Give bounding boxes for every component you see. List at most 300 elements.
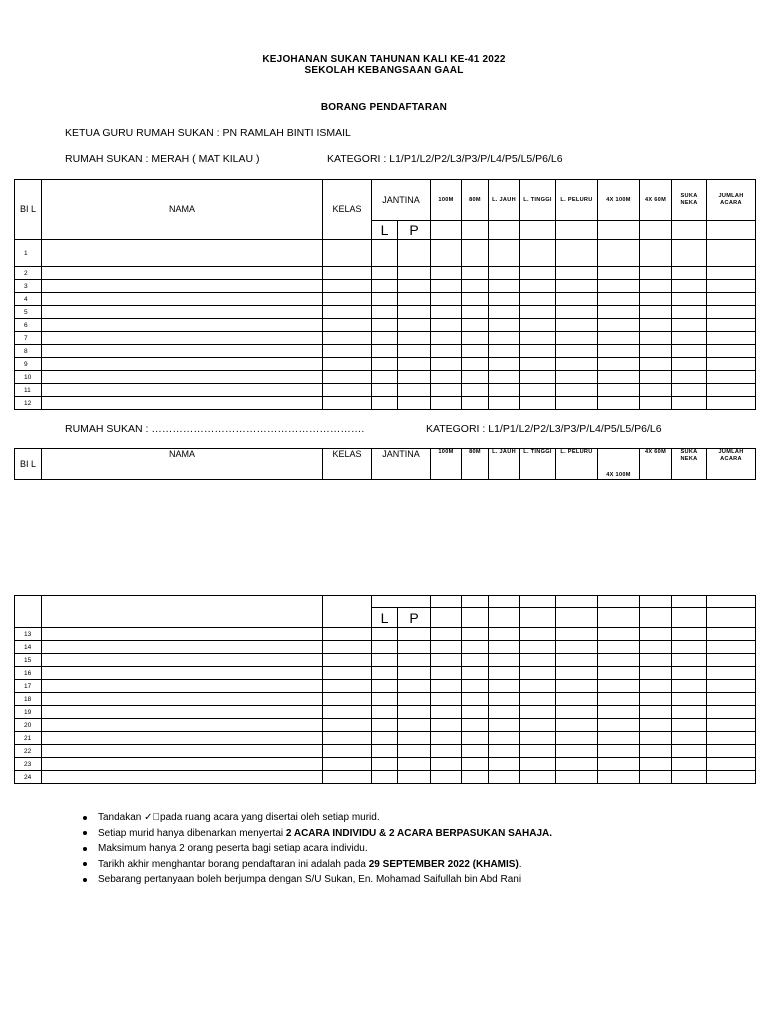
name-cell[interactable] [42,706,323,719]
entry-cell[interactable] [640,384,672,397]
entry-cell[interactable] [372,719,398,732]
entry-cell[interactable] [398,667,431,680]
entry-cell[interactable] [707,641,756,654]
entry-cell[interactable] [489,280,520,293]
entry-cell[interactable] [598,332,640,345]
entry-cell[interactable] [707,628,756,641]
entry-cell[interactable] [672,332,707,345]
name-cell[interactable] [42,345,323,358]
entry-cell[interactable] [431,745,462,758]
entry-cell[interactable] [372,280,398,293]
entry-cell[interactable] [672,745,707,758]
entry-cell[interactable] [462,384,489,397]
entry-cell[interactable] [556,771,598,784]
entry-cell[interactable] [598,345,640,358]
entry-cell[interactable] [372,240,398,267]
entry-cell[interactable] [520,732,556,745]
entry-cell[interactable] [556,280,598,293]
entry-cell[interactable] [707,267,756,280]
entry-cell[interactable] [672,384,707,397]
entry-cell[interactable] [398,628,431,641]
entry-cell[interactable] [598,719,640,732]
entry-cell[interactable] [598,667,640,680]
entry-cell[interactable] [672,371,707,384]
name-cell[interactable] [42,384,323,397]
entry-cell[interactable] [640,267,672,280]
entry-cell[interactable] [707,371,756,384]
entry-cell[interactable] [431,267,462,280]
name-cell[interactable] [42,280,323,293]
entry-cell[interactable] [431,384,462,397]
entry-cell[interactable] [640,358,672,371]
entry-cell[interactable] [707,693,756,706]
class-cell[interactable] [323,397,372,410]
entry-cell[interactable] [398,332,431,345]
entry-cell[interactable] [489,628,520,641]
entry-cell[interactable] [462,745,489,758]
entry-cell[interactable] [462,397,489,410]
entry-cell[interactable] [462,771,489,784]
class-cell[interactable] [323,306,372,319]
entry-cell[interactable] [556,358,598,371]
class-cell[interactable] [323,371,372,384]
name-cell[interactable] [42,745,323,758]
entry-cell[interactable] [372,732,398,745]
entry-cell[interactable] [398,693,431,706]
entry-cell[interactable] [372,693,398,706]
entry-cell[interactable] [707,654,756,667]
entry-cell[interactable] [431,319,462,332]
entry-cell[interactable] [672,267,707,280]
entry-cell[interactable] [489,306,520,319]
entry-cell[interactable] [372,628,398,641]
entry-cell[interactable] [640,240,672,267]
entry-cell[interactable] [398,654,431,667]
name-cell[interactable] [42,654,323,667]
entry-cell[interactable] [431,358,462,371]
entry-cell[interactable] [398,358,431,371]
entry-cell[interactable] [598,680,640,693]
entry-cell[interactable] [431,771,462,784]
class-cell[interactable] [323,745,372,758]
entry-cell[interactable] [398,384,431,397]
entry-cell[interactable] [398,719,431,732]
entry-cell[interactable] [462,654,489,667]
entry-cell[interactable] [398,680,431,693]
entry-cell[interactable] [398,732,431,745]
entry-cell[interactable] [640,293,672,306]
entry-cell[interactable] [556,306,598,319]
entry-cell[interactable] [431,371,462,384]
entry-cell[interactable] [431,332,462,345]
entry-cell[interactable] [672,628,707,641]
entry-cell[interactable] [640,693,672,706]
entry-cell[interactable] [520,693,556,706]
entry-cell[interactable] [707,732,756,745]
entry-cell[interactable] [556,758,598,771]
entry-cell[interactable] [489,332,520,345]
entry-cell[interactable] [372,371,398,384]
entry-cell[interactable] [398,280,431,293]
entry-cell[interactable] [672,358,707,371]
entry-cell[interactable] [431,758,462,771]
entry-cell[interactable] [398,641,431,654]
entry-cell[interactable] [372,641,398,654]
entry-cell[interactable] [462,332,489,345]
entry-cell[interactable] [672,280,707,293]
entry-cell[interactable] [372,706,398,719]
entry-cell[interactable] [520,240,556,267]
entry-cell[interactable] [489,345,520,358]
entry-cell[interactable] [672,771,707,784]
entry-cell[interactable] [489,706,520,719]
entry-cell[interactable] [489,667,520,680]
entry-cell[interactable] [520,319,556,332]
class-cell[interactable] [323,332,372,345]
entry-cell[interactable] [520,358,556,371]
entry-cell[interactable] [556,397,598,410]
name-cell[interactable] [42,771,323,784]
entry-cell[interactable] [707,680,756,693]
entry-cell[interactable] [431,628,462,641]
class-cell[interactable] [323,680,372,693]
entry-cell[interactable] [556,371,598,384]
entry-cell[interactable] [431,240,462,267]
name-cell[interactable] [42,306,323,319]
name-cell[interactable] [42,240,323,267]
entry-cell[interactable] [598,758,640,771]
entry-cell[interactable] [462,667,489,680]
entry-cell[interactable] [520,293,556,306]
class-cell[interactable] [323,358,372,371]
entry-cell[interactable] [672,654,707,667]
entry-cell[interactable] [489,397,520,410]
class-cell[interactable] [323,240,372,267]
entry-cell[interactable] [672,306,707,319]
class-cell[interactable] [323,706,372,719]
entry-cell[interactable] [707,345,756,358]
name-cell[interactable] [42,267,323,280]
entry-cell[interactable] [431,719,462,732]
entry-cell[interactable] [640,306,672,319]
entry-cell[interactable] [556,319,598,332]
entry-cell[interactable] [489,680,520,693]
entry-cell[interactable] [598,280,640,293]
entry-cell[interactable] [462,680,489,693]
entry-cell[interactable] [707,719,756,732]
entry-cell[interactable] [672,667,707,680]
name-cell[interactable] [42,667,323,680]
entry-cell[interactable] [520,706,556,719]
entry-cell[interactable] [398,371,431,384]
entry-cell[interactable] [398,706,431,719]
entry-cell[interactable] [520,306,556,319]
entry-cell[interactable] [640,345,672,358]
entry-cell[interactable] [556,719,598,732]
entry-cell[interactable] [520,267,556,280]
entry-cell[interactable] [672,758,707,771]
entry-cell[interactable] [462,345,489,358]
entry-cell[interactable] [372,667,398,680]
entry-cell[interactable] [372,384,398,397]
entry-cell[interactable] [431,280,462,293]
entry-cell[interactable] [707,319,756,332]
entry-cell[interactable] [489,267,520,280]
entry-cell[interactable] [598,732,640,745]
entry-cell[interactable] [640,706,672,719]
entry-cell[interactable] [431,306,462,319]
entry-cell[interactable] [640,745,672,758]
class-cell[interactable] [323,654,372,667]
entry-cell[interactable] [372,345,398,358]
entry-cell[interactable] [556,641,598,654]
entry-cell[interactable] [707,706,756,719]
entry-cell[interactable] [489,641,520,654]
entry-cell[interactable] [462,641,489,654]
entry-cell[interactable] [489,758,520,771]
entry-cell[interactable] [372,358,398,371]
entry-cell[interactable] [707,240,756,267]
entry-cell[interactable] [372,397,398,410]
entry-cell[interactable] [598,384,640,397]
name-cell[interactable] [42,319,323,332]
entry-cell[interactable] [556,332,598,345]
entry-cell[interactable] [707,384,756,397]
entry-cell[interactable] [462,267,489,280]
name-cell[interactable] [42,397,323,410]
class-cell[interactable] [323,641,372,654]
entry-cell[interactable] [489,693,520,706]
entry-cell[interactable] [707,306,756,319]
entry-cell[interactable] [598,641,640,654]
entry-cell[interactable] [489,745,520,758]
entry-cell[interactable] [672,319,707,332]
entry-cell[interactable] [489,654,520,667]
entry-cell[interactable] [520,719,556,732]
entry-cell[interactable] [556,693,598,706]
entry-cell[interactable] [520,345,556,358]
entry-cell[interactable] [372,293,398,306]
name-cell[interactable] [42,628,323,641]
entry-cell[interactable] [520,384,556,397]
entry-cell[interactable] [372,745,398,758]
class-cell[interactable] [323,280,372,293]
entry-cell[interactable] [520,654,556,667]
entry-cell[interactable] [556,745,598,758]
entry-cell[interactable] [489,240,520,267]
entry-cell[interactable] [398,319,431,332]
class-cell[interactable] [323,628,372,641]
entry-cell[interactable] [489,384,520,397]
entry-cell[interactable] [598,628,640,641]
name-cell[interactable] [42,732,323,745]
entry-cell[interactable] [640,732,672,745]
entry-cell[interactable] [640,397,672,410]
entry-cell[interactable] [556,667,598,680]
entry-cell[interactable] [398,745,431,758]
entry-cell[interactable] [598,319,640,332]
entry-cell[interactable] [372,332,398,345]
entry-cell[interactable] [520,641,556,654]
entry-cell[interactable] [462,758,489,771]
class-cell[interactable] [323,267,372,280]
entry-cell[interactable] [462,371,489,384]
entry-cell[interactable] [398,240,431,267]
entry-cell[interactable] [672,240,707,267]
name-cell[interactable] [42,293,323,306]
entry-cell[interactable] [640,319,672,332]
entry-cell[interactable] [398,345,431,358]
entry-cell[interactable] [598,240,640,267]
entry-cell[interactable] [372,680,398,693]
entry-cell[interactable] [672,293,707,306]
entry-cell[interactable] [707,771,756,784]
class-cell[interactable] [323,667,372,680]
entry-cell[interactable] [489,293,520,306]
entry-cell[interactable] [462,693,489,706]
name-cell[interactable] [42,358,323,371]
entry-cell[interactable] [556,384,598,397]
entry-cell[interactable] [556,654,598,667]
entry-cell[interactable] [672,706,707,719]
class-cell[interactable] [323,384,372,397]
entry-cell[interactable] [556,732,598,745]
entry-cell[interactable] [640,280,672,293]
entry-cell[interactable] [431,693,462,706]
entry-cell[interactable] [431,732,462,745]
entry-cell[interactable] [556,706,598,719]
entry-cell[interactable] [672,719,707,732]
name-cell[interactable] [42,693,323,706]
class-cell[interactable] [323,732,372,745]
class-cell[interactable] [323,758,372,771]
entry-cell[interactable] [520,680,556,693]
entry-cell[interactable] [640,371,672,384]
entry-cell[interactable] [640,667,672,680]
entry-cell[interactable] [520,745,556,758]
entry-cell[interactable] [520,758,556,771]
entry-cell[interactable] [372,319,398,332]
name-cell[interactable] [42,758,323,771]
entry-cell[interactable] [598,693,640,706]
entry-cell[interactable] [672,680,707,693]
entry-cell[interactable] [707,293,756,306]
class-cell[interactable] [323,771,372,784]
entry-cell[interactable] [640,680,672,693]
entry-cell[interactable] [431,667,462,680]
entry-cell[interactable] [462,628,489,641]
entry-cell[interactable] [398,267,431,280]
entry-cell[interactable] [431,680,462,693]
entry-cell[interactable] [462,240,489,267]
entry-cell[interactable] [640,758,672,771]
entry-cell[interactable] [672,732,707,745]
entry-cell[interactable] [707,280,756,293]
entry-cell[interactable] [598,397,640,410]
entry-cell[interactable] [598,267,640,280]
entry-cell[interactable] [556,345,598,358]
entry-cell[interactable] [431,293,462,306]
entry-cell[interactable] [598,654,640,667]
class-cell[interactable] [323,293,372,306]
entry-cell[interactable] [372,771,398,784]
entry-cell[interactable] [598,293,640,306]
entry-cell[interactable] [372,267,398,280]
name-cell[interactable] [42,332,323,345]
entry-cell[interactable] [462,719,489,732]
entry-cell[interactable] [707,745,756,758]
entry-cell[interactable] [398,397,431,410]
entry-cell[interactable] [556,267,598,280]
entry-cell[interactable] [489,732,520,745]
entry-cell[interactable] [520,397,556,410]
entry-cell[interactable] [520,667,556,680]
entry-cell[interactable] [520,371,556,384]
entry-cell[interactable] [707,758,756,771]
entry-cell[interactable] [520,771,556,784]
entry-cell[interactable] [640,628,672,641]
entry-cell[interactable] [462,358,489,371]
entry-cell[interactable] [672,641,707,654]
entry-cell[interactable] [520,332,556,345]
entry-cell[interactable] [462,293,489,306]
entry-cell[interactable] [598,706,640,719]
entry-cell[interactable] [640,654,672,667]
class-cell[interactable] [323,719,372,732]
name-cell[interactable] [42,371,323,384]
entry-cell[interactable] [707,358,756,371]
entry-cell[interactable] [556,293,598,306]
name-cell[interactable] [42,719,323,732]
entry-cell[interactable] [598,745,640,758]
entry-cell[interactable] [431,654,462,667]
entry-cell[interactable] [462,706,489,719]
entry-cell[interactable] [672,345,707,358]
entry-cell[interactable] [598,371,640,384]
entry-cell[interactable] [372,758,398,771]
entry-cell[interactable] [431,397,462,410]
entry-cell[interactable] [598,306,640,319]
entry-cell[interactable] [640,771,672,784]
entry-cell[interactable] [520,280,556,293]
class-cell[interactable] [323,693,372,706]
entry-cell[interactable] [640,719,672,732]
entry-cell[interactable] [462,319,489,332]
entry-cell[interactable] [462,306,489,319]
entry-cell[interactable] [489,771,520,784]
entry-cell[interactable] [489,319,520,332]
entry-cell[interactable] [672,397,707,410]
entry-cell[interactable] [640,641,672,654]
entry-cell[interactable] [520,628,556,641]
entry-cell[interactable] [398,293,431,306]
name-cell[interactable] [42,641,323,654]
class-cell[interactable] [323,319,372,332]
class-cell[interactable] [323,345,372,358]
entry-cell[interactable] [556,240,598,267]
entry-cell[interactable] [372,654,398,667]
entry-cell[interactable] [672,693,707,706]
entry-cell[interactable] [707,397,756,410]
entry-cell[interactable] [431,345,462,358]
entry-cell[interactable] [462,732,489,745]
entry-cell[interactable] [556,628,598,641]
entry-cell[interactable] [398,771,431,784]
entry-cell[interactable] [372,306,398,319]
entry-cell[interactable] [398,758,431,771]
entry-cell[interactable] [489,371,520,384]
entry-cell[interactable] [489,358,520,371]
